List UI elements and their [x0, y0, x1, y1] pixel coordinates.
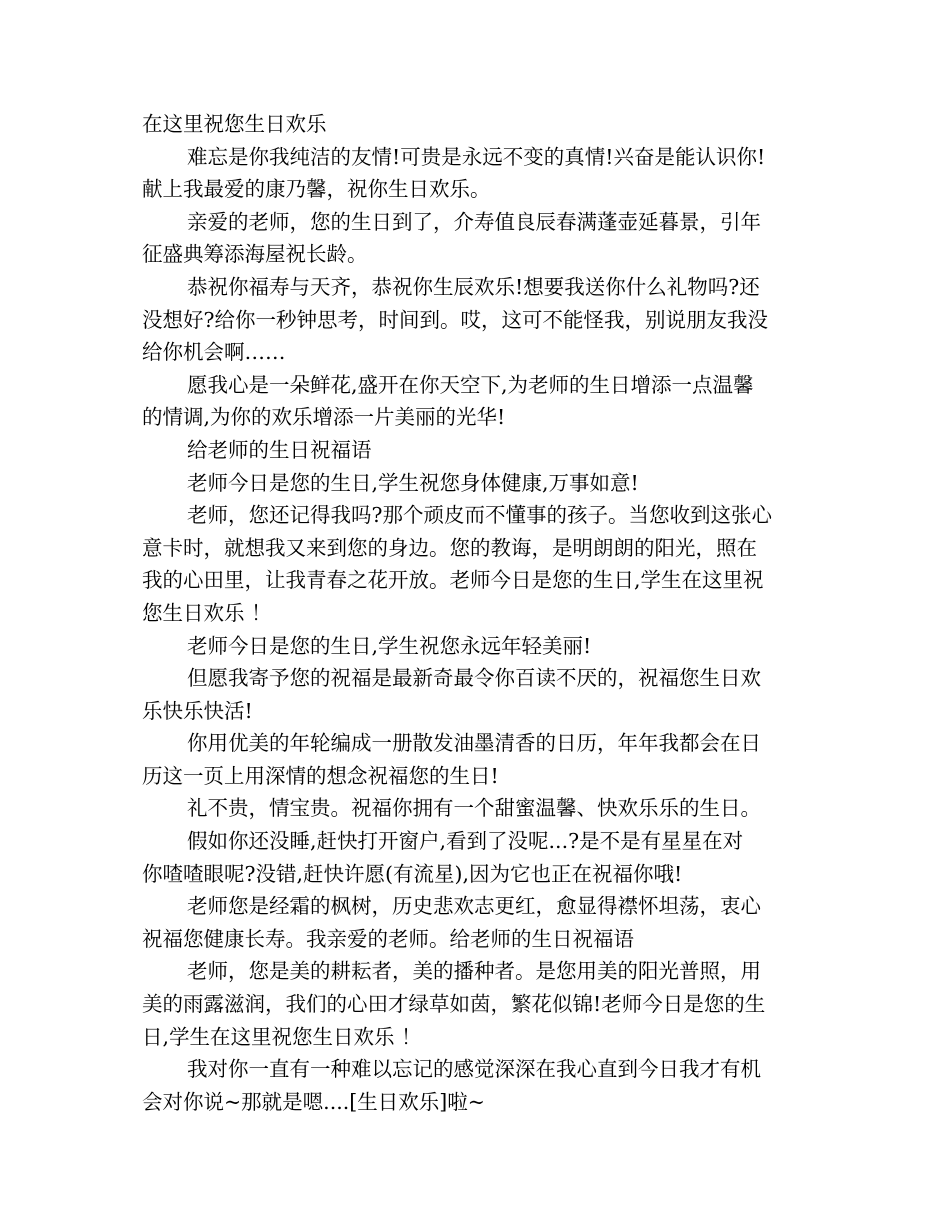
text-line: 老师今日是您的生日,学生祝您永远年轻美丽!: [187, 633, 592, 658]
text-line: 你用优美的年轮编成一册散发油墨清香的日历，年年我都会在日: [187, 731, 761, 756]
text-line: 献上我最爱的康乃馨，祝你生日欢乐。: [142, 177, 491, 202]
text-line: 礼不贵，情宝贵。祝福你拥有一个甜蜜温馨、快欢乐乐的生日。: [187, 796, 761, 821]
text-line: 老师，您是美的耕耘者，美的播种者。是您用美的阳光普照，用: [187, 959, 761, 984]
text-line: 老师，您还记得我吗?那个顽皮而不懂事的孩子。当您收到这张心: [187, 503, 772, 528]
text-line: 假如你还没睡,赶快打开窗户,看到了没呢...?是不是有星星在对: [187, 829, 744, 854]
text-line: 祝福您健康长寿。我亲爱的老师。给老师的生日祝福语: [142, 926, 634, 951]
text-line: 我的心田里，让我青春之花开放。老师今日是您的生日,学生在这里祝: [142, 568, 764, 593]
section-heading: 给老师的生日祝福语: [187, 437, 372, 462]
text-line: 你喳喳眼呢?没错,赶快许愿(有流星),因为它也正在祝福你哦!: [142, 861, 683, 886]
text-line: 难忘是你我纯洁的友情!可贵是永远不变的真情!兴奋是能认识你!: [187, 144, 766, 169]
text-line: 愿我心是一朵鲜花,盛开在你天空下,为老师的生日增添一点温馨: [187, 372, 754, 397]
text-line: 征盛典筹添海屋祝长龄。: [142, 242, 368, 267]
text-line: 老师您是经霜的枫树，历史悲欢志更红，愈显得襟怀坦荡，衷心: [187, 894, 761, 919]
text-line: 亲爱的老师，您的生日到了，介寿值良辰春满蓬壶延暮景，引年: [187, 209, 761, 234]
text-line: 美的雨露滋润，我们的心田才绿草如茵，繁花似锦!老师今日是您的生: [142, 992, 766, 1017]
text-line: 没想好?给你一秒钟思考，时间到。哎，这可不能怪我，别说朋友我没: [142, 307, 768, 332]
text-line: 恭祝你福寿与天齐，恭祝你生辰欢乐!想要我送你什么礼物吗?还: [187, 274, 760, 299]
text-line: 在这里祝您生日欢乐: [142, 112, 327, 136]
text-line: 日,学生在这里祝您生日欢乐 ！: [142, 1024, 422, 1049]
text-line: 历这一页上用深情的想念祝福您的生日!: [142, 763, 499, 788]
text-line: 但愿我寄予您的祝福是最新奇最令你百读不厌的，祝福您生日欢: [187, 666, 761, 691]
text-line: 意卡时，就想我又来到您的身边。您的教诲，是明朗朗的阳光，照在: [142, 535, 757, 560]
text-line: 您生日欢乐 ！: [142, 600, 272, 625]
document-body: [142, 108, 807, 1118]
text-line: 老师今日是您的生日,学生祝您身体健康,万事如意!: [187, 470, 639, 495]
text-line: 我对你一直有一种难以忘记的感觉深深在我心直到今日我才有机: [187, 1057, 761, 1082]
text-line: 给你机会啊……: [142, 340, 286, 365]
text-line: 会对你说~那就是嗯....[生日欢乐]啦~: [142, 1089, 485, 1114]
text-line: 乐快乐快活!: [142, 698, 253, 723]
text-line: 的情调,为你的欢乐增添一片美丽的光华!: [142, 405, 506, 430]
